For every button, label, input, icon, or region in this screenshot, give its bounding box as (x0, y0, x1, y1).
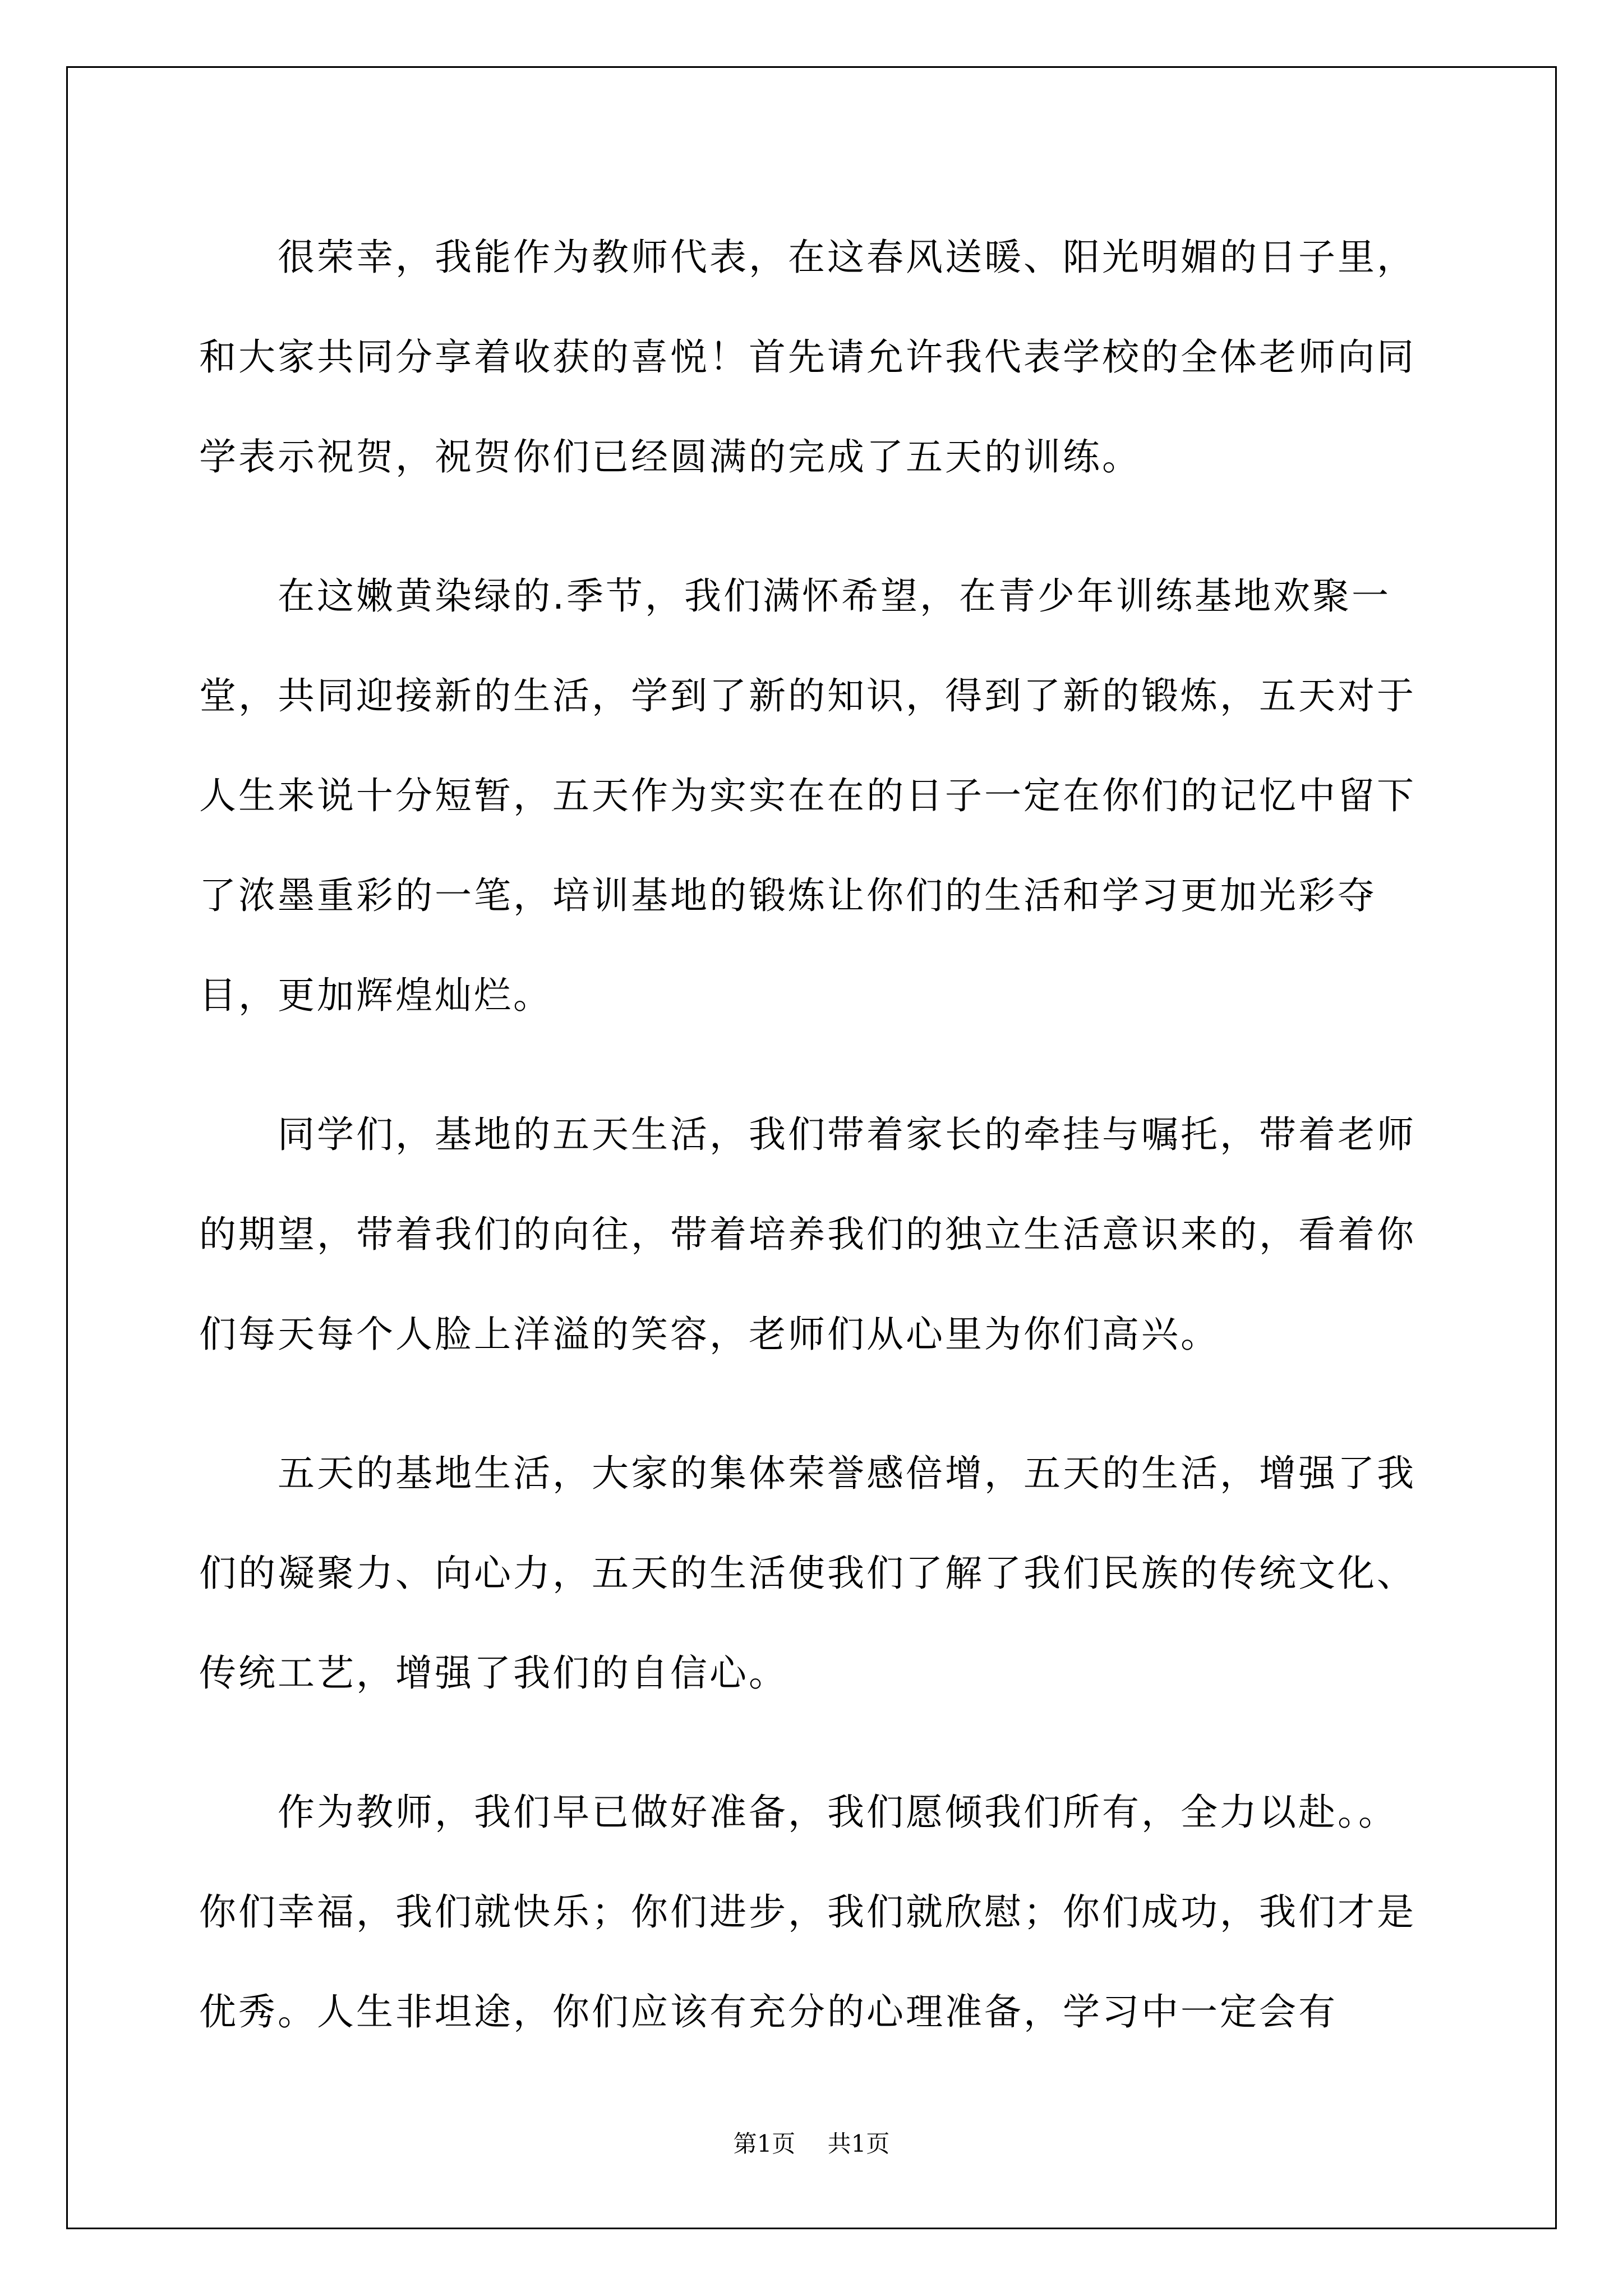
page-number: 第1页 (733, 2130, 796, 2157)
document-body (199, 208, 1433, 2101)
paragraph-5: 作为教师，我们早已做好准备，我们愿倾我们所有，全力以赴。。你们幸福，我们就快乐；你们进步，我们就欣慰；你们成功，我们才是优秀。人生非坦途，你们应该有充分的心理准备，学习中一定会有 (199, 1791, 1416, 2033)
paragraph-1: 很荣幸，我能作为教师代表，在这春风送暖、阳光明媚的日子里，和大家共同分享着收获的喜悦！首先请允许我代表学校的全体老师向同学表示祝贺，祝贺你们已经圆满的完成了五天的训练。 (199, 236, 1416, 478)
paragraph-3: 同学们，基地的五天生活，我们带着家长的牵挂与嘱托，带着老师的期望，带着我们的向往，带着培养我们的独立生活意识来的，看着你们每天每个人脸上洋溢的笑容，老师们从心里为你们高兴。 (199, 1113, 1416, 1356)
page-total: 共1页 (827, 2130, 890, 2157)
paragraph-2: 在这嫩黄染绿的.季节，我们满怀希望，在青少年训练基地欢聚一堂，共同迎接新的生活，学到了新的知识，得到了新的锻炼，五天对于人生来说十分短暂，五天作为实实在在的日子一定在你们的记忆中留下了浓墨重彩的一笔，培训基地的锻炼让你们的生活和学习更加光彩夺目，更加辉煌灿烂。 (199, 574, 1416, 1017)
paragraph-4: 五天的基地生活，大家的集体荣誉感倍增，五天的生活，增强了我们的凝聚力、向心力，五天的生活使我们了解了我们民族的传统文化、传统工艺，增强了我们的自信心。 (199, 1452, 1416, 1695)
page-footer (0, 2127, 1623, 2161)
